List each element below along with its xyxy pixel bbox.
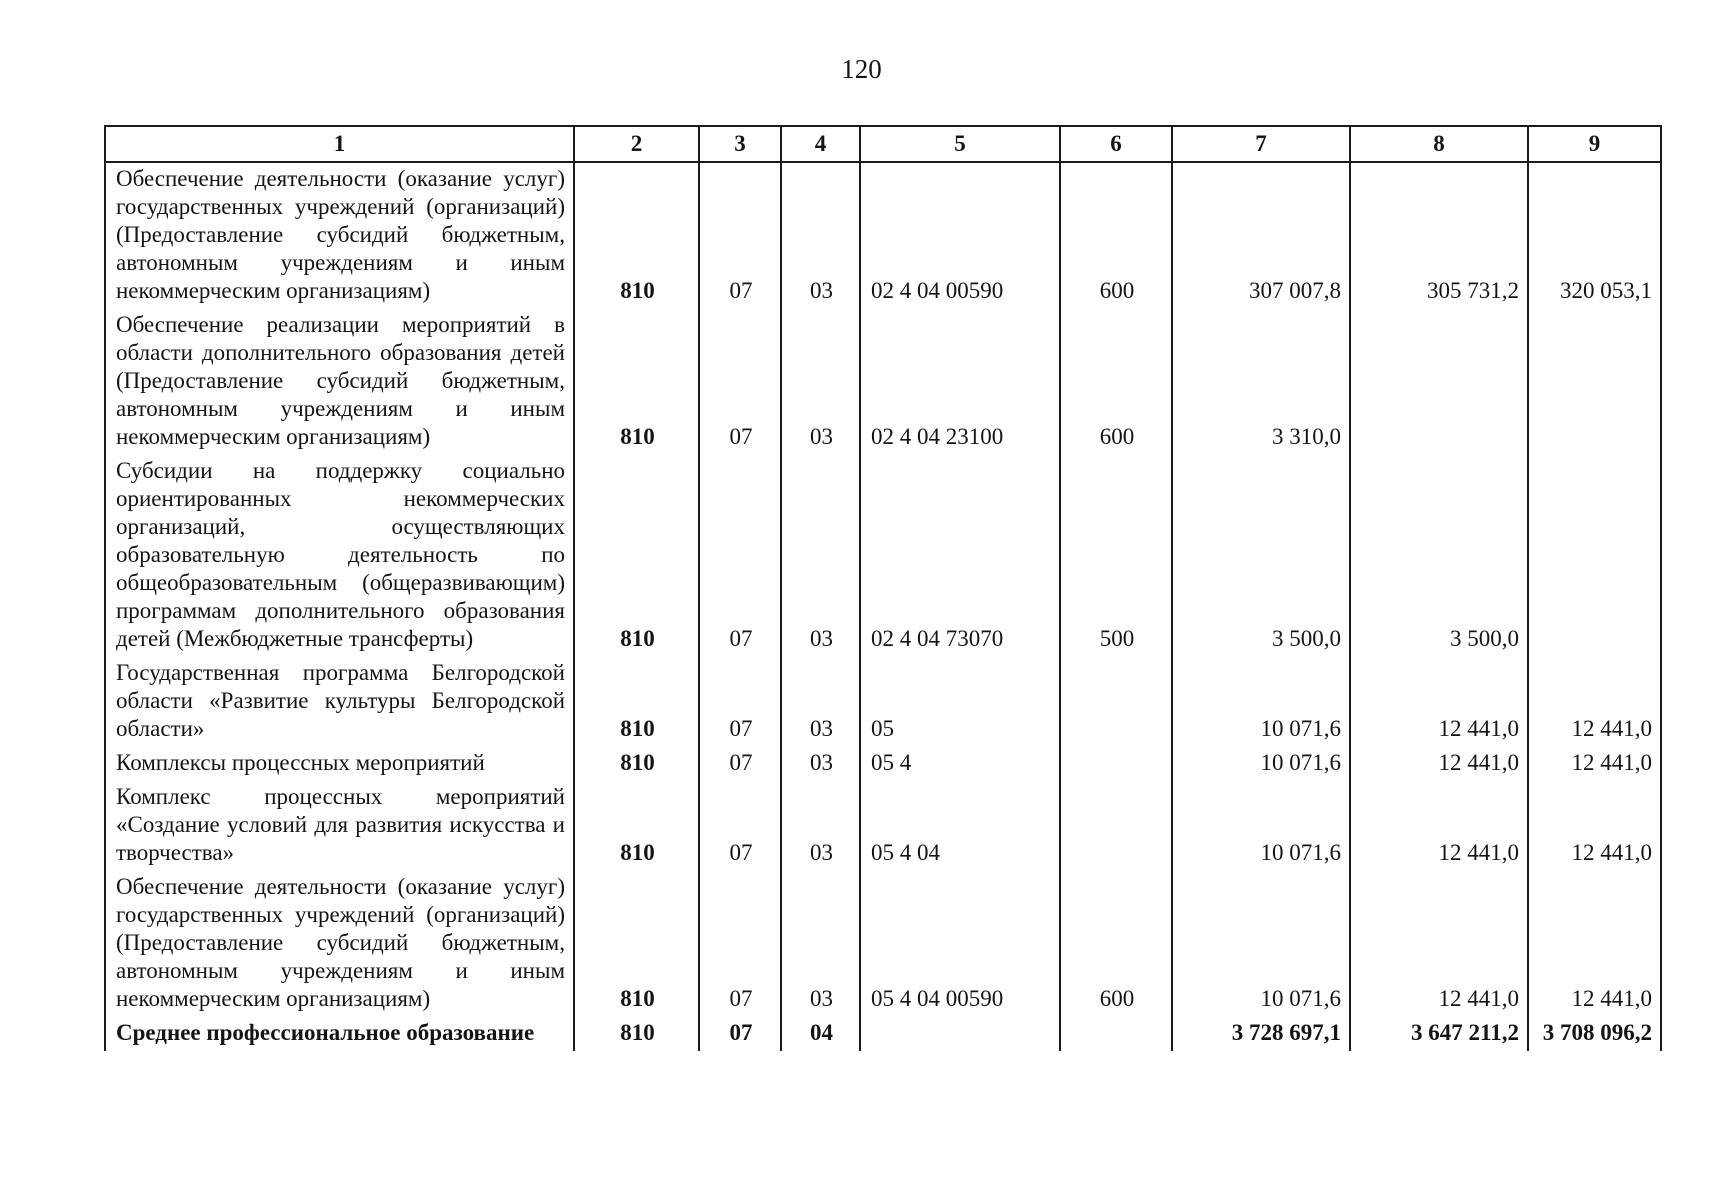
row-code-section: 07 xyxy=(699,309,781,455)
row-code-ministry: 810 xyxy=(574,657,699,747)
row-code-subsection: 03 xyxy=(781,309,860,455)
row-amount-col8 xyxy=(1350,309,1528,455)
page-number: 120 xyxy=(841,54,882,84)
row-amount-col9 xyxy=(1528,455,1661,657)
table-row xyxy=(105,309,1661,455)
row-code-expense-type xyxy=(1060,657,1172,747)
row-amount-col7: 307 007,8 xyxy=(1172,162,1350,309)
row-amount-col7: 10 071,6 xyxy=(1172,747,1350,781)
table-row xyxy=(105,455,1661,657)
row-code-ministry: 810 xyxy=(574,871,699,1017)
row-amount-col9: 12 441,0 xyxy=(1528,747,1661,781)
row-code-subsection: 03 xyxy=(781,871,860,1017)
row-amount-col7: 3 500,0 xyxy=(1172,455,1350,657)
row-code-expense-type xyxy=(1060,1017,1172,1051)
column-header-8: 8 xyxy=(1350,126,1528,162)
row-code-target xyxy=(860,1017,1060,1051)
column-header-5: 5 xyxy=(860,126,1060,162)
row-amount-col8: 12 441,0 xyxy=(1350,657,1528,747)
table-header xyxy=(105,126,1661,162)
row-amount-col9: 12 441,0 xyxy=(1528,781,1661,871)
row-amount-col9: 3 708 096,2 xyxy=(1528,1017,1661,1051)
column-header-3: 3 xyxy=(699,126,781,162)
row-code-target: 05 xyxy=(860,657,1060,747)
row-code-expense-type: 600 xyxy=(1060,871,1172,1017)
table-row-section-total xyxy=(105,1017,1661,1051)
row-code-ministry: 810 xyxy=(574,1017,699,1051)
row-code-expense-type: 600 xyxy=(1060,162,1172,309)
row-amount-col9 xyxy=(1528,309,1661,455)
table-row xyxy=(105,657,1661,747)
budget-table xyxy=(104,125,1662,1051)
row-name: Среднее профессиональное образование xyxy=(105,1017,574,1051)
row-name: Комплексы процессных мероприятий xyxy=(105,747,574,781)
row-code-expense-type xyxy=(1060,781,1172,871)
table-row xyxy=(105,162,1661,309)
column-header-7: 7 xyxy=(1172,126,1350,162)
row-code-ministry: 810 xyxy=(574,781,699,871)
row-code-subsection: 04 xyxy=(781,1017,860,1051)
column-header-6: 6 xyxy=(1060,126,1172,162)
row-code-expense-type: 500 xyxy=(1060,455,1172,657)
row-amount-col7: 10 071,6 xyxy=(1172,657,1350,747)
row-amount-col8: 3 647 211,2 xyxy=(1350,1017,1528,1051)
column-header-4: 4 xyxy=(781,126,860,162)
row-code-subsection: 03 xyxy=(781,781,860,871)
row-name: Обеспечение деятельности (оказание услуг) государственных учреждений (организаций) (Предоставление субсидий бюджетным, автономным учреждениям и иным некоммерческим организациям) xyxy=(105,871,574,1017)
header-row xyxy=(105,126,1661,162)
row-amount-col7: 10 071,6 xyxy=(1172,871,1350,1017)
row-name: Комплекс процессных мероприятий «Создание условий для развития искусства и творчества» xyxy=(105,781,574,871)
row-code-expense-type: 600 xyxy=(1060,309,1172,455)
table-row xyxy=(105,871,1661,1017)
row-code-ministry: 810 xyxy=(574,162,699,309)
row-code-ministry: 810 xyxy=(574,455,699,657)
row-code-ministry: 810 xyxy=(574,309,699,455)
row-name: Субсидии на поддержку социально ориентированных некоммерческих организаций, осуществляющих образовательную деятельность по общеобразовательным (общеразвивающим) программам дополнительного образования детей (Межбюджетные трансферты) xyxy=(105,455,574,657)
row-code-subsection: 03 xyxy=(781,747,860,781)
row-amount-col8: 305 731,2 xyxy=(1350,162,1528,309)
row-code-subsection: 03 xyxy=(781,657,860,747)
column-header-1: 1 xyxy=(105,126,574,162)
row-code-section: 07 xyxy=(699,781,781,871)
row-code-subsection: 03 xyxy=(781,162,860,309)
row-code-target: 05 4 04 xyxy=(860,781,1060,871)
row-code-ministry: 810 xyxy=(574,747,699,781)
row-name: Обеспечение деятельности (оказание услуг) государственных учреждений (организаций) (Предоставление субсидий бюджетным, автономным учреждениям и иным некоммерческим организациям) xyxy=(105,162,574,309)
table-body xyxy=(105,162,1661,1051)
row-name: Государственная программа Белгородской области «Развитие культуры Белгородской области» xyxy=(105,657,574,747)
row-amount-col7: 3 310,0 xyxy=(1172,309,1350,455)
row-amount-col7: 10 071,6 xyxy=(1172,781,1350,871)
row-code-target: 02 4 04 23100 xyxy=(860,309,1060,455)
row-code-section: 07 xyxy=(699,871,781,1017)
row-amount-col9: 320 053,1 xyxy=(1528,162,1661,309)
column-header-9: 9 xyxy=(1528,126,1661,162)
row-amount-col7: 3 728 697,1 xyxy=(1172,1017,1350,1051)
row-code-section: 07 xyxy=(699,162,781,309)
row-code-section: 07 xyxy=(699,455,781,657)
row-amount-col9: 12 441,0 xyxy=(1528,657,1661,747)
column-header-2: 2 xyxy=(574,126,699,162)
row-amount-col8: 12 441,0 xyxy=(1350,747,1528,781)
row-code-subsection: 03 xyxy=(781,455,860,657)
row-code-target: 05 4 xyxy=(860,747,1060,781)
row-code-expense-type xyxy=(1060,747,1172,781)
row-amount-col8: 12 441,0 xyxy=(1350,871,1528,1017)
row-code-target: 05 4 04 00590 xyxy=(860,871,1060,1017)
table-row xyxy=(105,781,1661,871)
row-code-target: 02 4 04 00590 xyxy=(860,162,1060,309)
table-row xyxy=(105,747,1661,781)
row-code-target: 02 4 04 73070 xyxy=(860,455,1060,657)
row-name: Обеспечение реализации мероприятий в области дополнительного образования детей (Предоставление субсидий бюджетным, автономным учреждениям и иным некоммерческим организациям) xyxy=(105,309,574,455)
row-code-section: 07 xyxy=(699,747,781,781)
row-amount-col9: 12 441,0 xyxy=(1528,871,1661,1017)
row-amount-col8: 12 441,0 xyxy=(1350,781,1528,871)
row-code-section: 07 xyxy=(699,657,781,747)
row-code-section: 07 xyxy=(699,1017,781,1051)
row-amount-col8: 3 500,0 xyxy=(1350,455,1528,657)
